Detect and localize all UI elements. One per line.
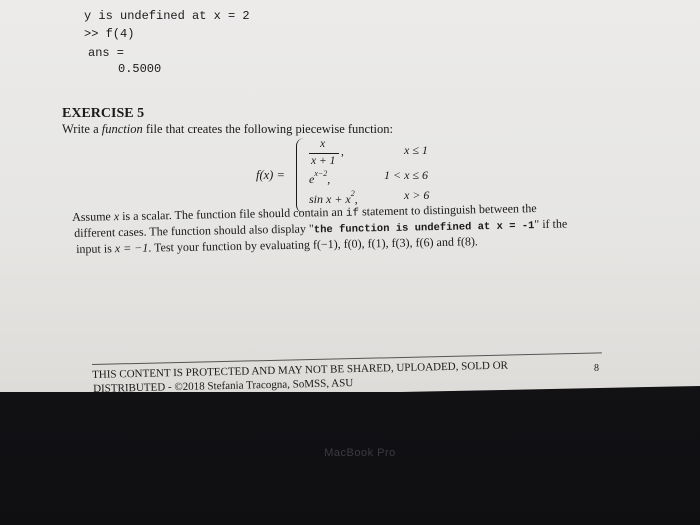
page-number: 8 [594, 363, 599, 374]
body-line-1: Assume x is a scalar. The function file should contain an if statement to distinguish between the [72, 201, 537, 224]
console-call-line: >> f(4) [84, 27, 135, 41]
piecewise-brace [296, 138, 307, 213]
case3-condition: x > 6 [404, 188, 430, 202]
case1-denominator: x + 1 [311, 155, 336, 167]
footer-line-2: DISTRIBUTED - ©2018 Stefania Tracogna, SoMSS, ASU [93, 377, 354, 395]
case1-numerator: x [320, 138, 326, 150]
exercise-heading: EXERCISE 5 [62, 106, 145, 121]
body-line-3: input is x = −1. Test your function by evaluating f(−1), f(0), f(1), f(3), f(6) and f(8). [76, 234, 479, 256]
case1-comma: , [341, 146, 344, 158]
console-undefined-line: y is undefined at x = 2 [84, 9, 250, 23]
exercise-prompt: Write a function file that creates the following piecewise function: [62, 122, 393, 136]
laptop-brand-label: MacBook Pro [324, 447, 396, 459]
case1-condition: x ≤ 1 [404, 143, 428, 157]
body-line-2: different cases. The function should also display "the function is undefined at x = -1" if the [74, 216, 568, 240]
case2-expression: $e^{x-2}$, [309, 169, 331, 186]
footer-line-1: THIS CONTENT IS PROTECTED AND MAY NOT BE SHARED, UPLOADED, SOLD OR [92, 359, 509, 381]
piecewise-lhs: f(x) = [256, 168, 285, 182]
console-ans-label: ans = [88, 46, 125, 60]
console-ans-value: 0.5000 [118, 62, 162, 76]
case1-fraction-bar [309, 153, 339, 154]
case3-expression: $\sin x + x^2$, [309, 189, 358, 206]
case2-condition: 1 < x ≤ 6 [384, 168, 429, 182]
